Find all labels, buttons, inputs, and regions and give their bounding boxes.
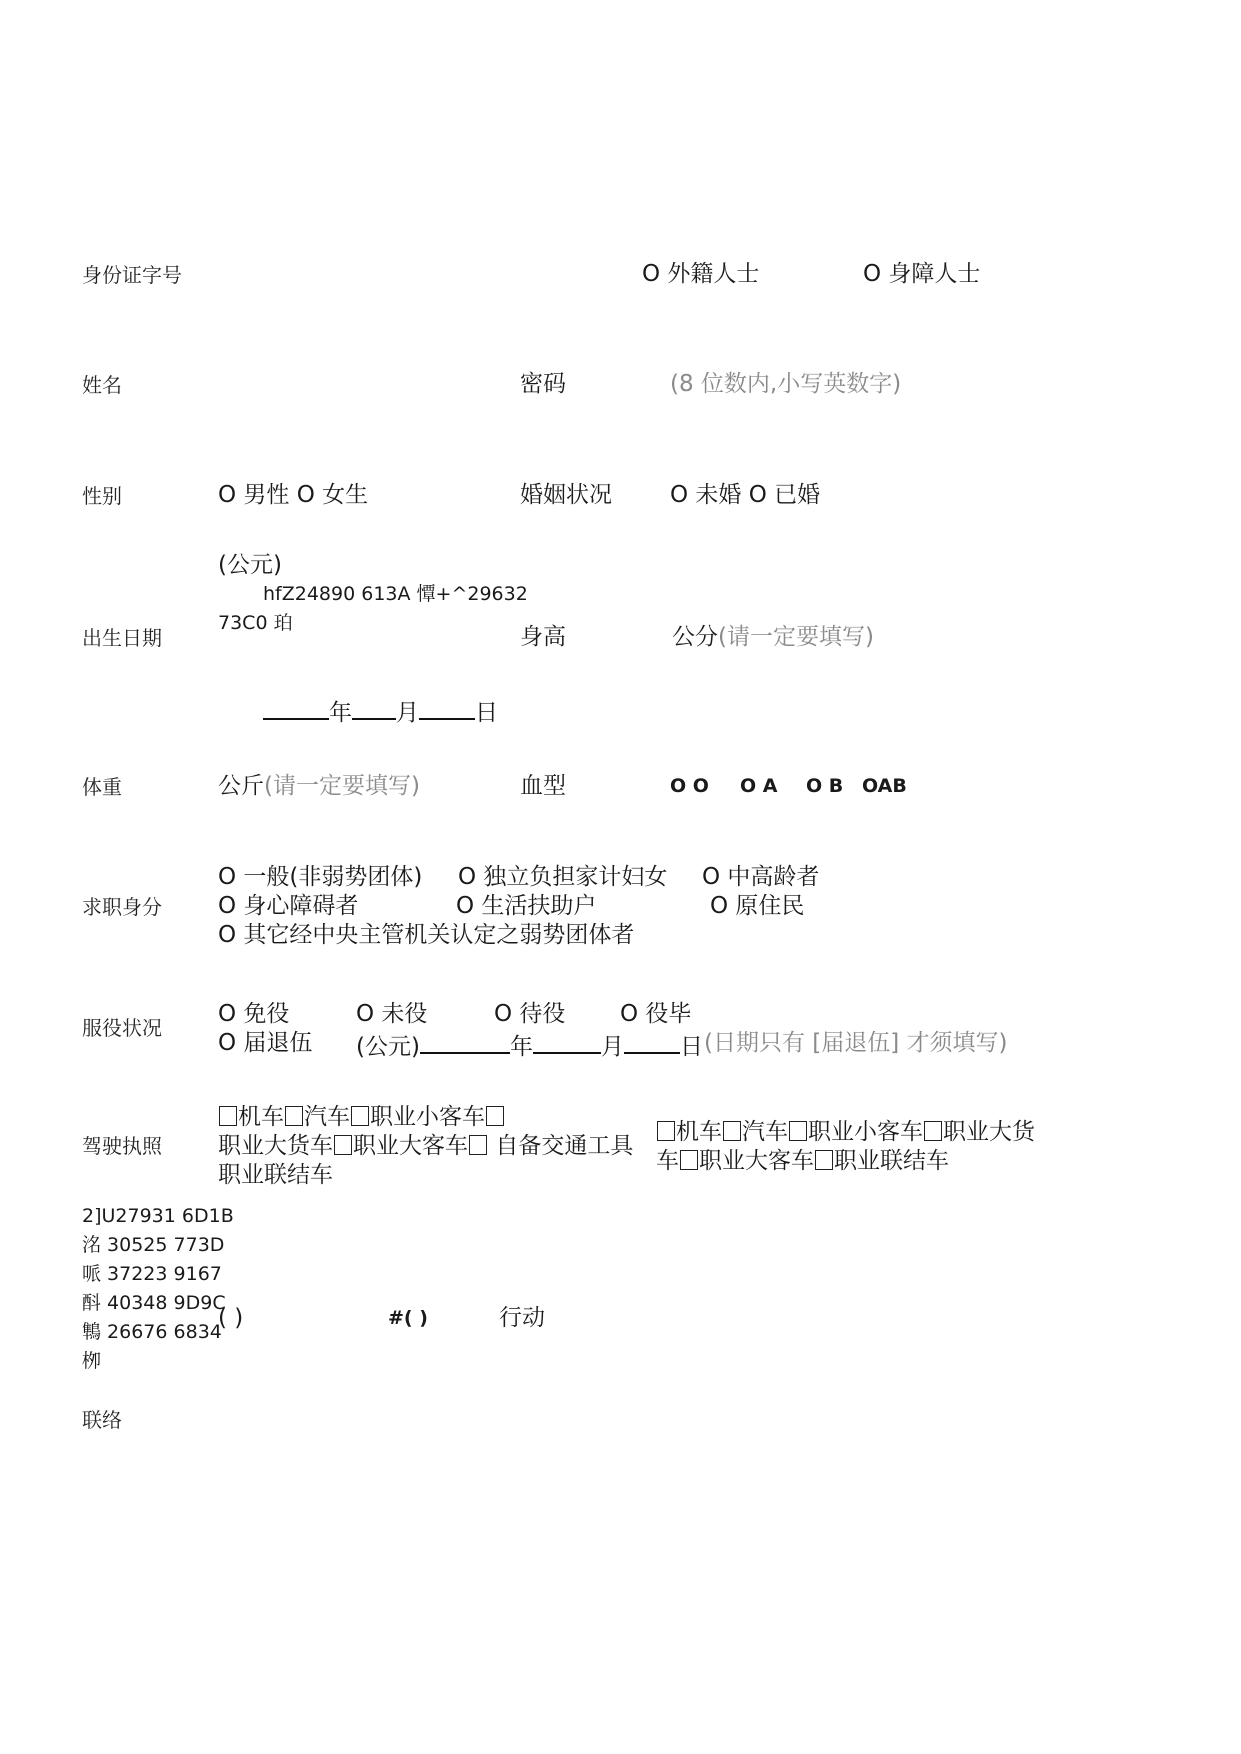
status-senior[interactable]: O 中高龄者 (702, 864, 820, 890)
military-exempt[interactable]: O 免役 (218, 1001, 290, 1027)
code-line: 哌 37223 9167 (82, 1263, 222, 1285)
weight-field[interactable] (218, 775, 420, 798)
gender-options[interactable]: O 男性 O 女生 (218, 482, 369, 508)
license-left-line1[interactable] (218, 1106, 505, 1129)
status-disabled[interactable]: O 身心障碍者 (218, 893, 359, 919)
retire-era: (公元) (356, 1034, 420, 1060)
retire-year-unit: 年 (509, 1034, 533, 1060)
extension-field[interactable]: #( ) (388, 1307, 428, 1329)
birth-month-blank[interactable] (352, 698, 396, 720)
checkbox-icon[interactable] (486, 1106, 504, 1126)
license-left-pro-bus: 职业大客车 (353, 1133, 468, 1159)
retire-month-blank[interactable] (533, 1032, 601, 1054)
birth-date-field[interactable] (263, 698, 498, 725)
disabled-radio[interactable]: O 身障人士 (863, 261, 981, 287)
area-code-field[interactable]: ( ) (218, 1305, 244, 1331)
gender-label: 性别 (82, 484, 122, 508)
foreigner-radio[interactable]: O 外籍人士 (642, 261, 760, 287)
license-right-pro-trailer: 职业联结车 (834, 1148, 949, 1174)
status-general[interactable]: O 一般(非弱势团体) (218, 864, 423, 890)
birth-date-label: 出生日期 (82, 626, 162, 650)
code-line: 2]U27931 6D1B (82, 1205, 234, 1227)
license-right-pro-truck: 职业大货 (943, 1119, 1035, 1145)
code-line: 洺 30525 773D (82, 1234, 225, 1256)
status-single-mother[interactable]: O 独立负担家计妇女 (458, 864, 668, 890)
checkbox-icon[interactable] (789, 1121, 807, 1141)
license-left-line2[interactable] (218, 1135, 633, 1158)
checkbox-icon[interactable] (723, 1121, 741, 1141)
weight-hint: (请一定要填写) (264, 773, 420, 799)
license-left-pro-sedan: 职业小客车 (370, 1104, 485, 1130)
height-label: 身高 (520, 624, 566, 650)
name-label: 姓名 (82, 373, 122, 397)
id-number-label: 身份证字号 (82, 263, 182, 287)
height-hint: (请一定要填写) (718, 624, 874, 650)
code-line: 栁 (82, 1350, 102, 1372)
checkbox-icon[interactable] (219, 1106, 237, 1126)
contact-label: 联络 (82, 1408, 122, 1432)
checkbox-icon[interactable] (285, 1106, 303, 1126)
birth-year-unit: 年 (329, 700, 352, 726)
license-left-pro-truck: 职业大货车 (218, 1133, 333, 1159)
code-line: 鶽 26676 6834 (82, 1321, 222, 1343)
weight-unit: 公斤 (218, 773, 264, 799)
birth-day-blank[interactable] (419, 698, 475, 720)
height-unit: 公分 (672, 624, 718, 650)
license-right-motorcycle: 机车 (676, 1119, 722, 1145)
checkbox-icon[interactable] (924, 1121, 942, 1141)
status-welfare[interactable]: O 生活扶助户 (456, 893, 597, 919)
birth-code-line2: 73C0 珀 (218, 612, 293, 634)
military-label: 服役状况 (82, 1016, 162, 1040)
birth-year-blank[interactable] (263, 698, 329, 720)
status-other[interactable]: O 其它经中央主管机关认定之弱势团体者 (218, 922, 635, 948)
code-line: 酙 40348 9D9C (82, 1292, 226, 1314)
military-completed[interactable]: O 役毕 (620, 1001, 692, 1027)
marital-options[interactable]: O 未婚 O 已婚 (670, 482, 821, 508)
job-status-label: 求职身分 (82, 895, 162, 919)
password-label: 密码 (520, 371, 566, 397)
checkbox-icon[interactable] (680, 1150, 698, 1170)
blood-type-o[interactable]: O O (670, 775, 709, 797)
retire-day-blank[interactable] (624, 1032, 680, 1054)
checkbox-icon[interactable] (469, 1135, 487, 1155)
blood-type-ab[interactable]: OAB (862, 775, 907, 797)
retire-date-field[interactable] (356, 1032, 703, 1059)
license-right-line2[interactable] (656, 1150, 949, 1173)
license-left-own-vehicle: 自备交通工具 (495, 1133, 634, 1159)
checkbox-icon[interactable] (334, 1135, 352, 1155)
license-right-line1[interactable] (656, 1121, 1035, 1144)
license-left-motorcycle: 机车 (238, 1104, 284, 1130)
mobile-label: 行动 (499, 1305, 545, 1331)
retire-month-unit: 月 (600, 1034, 624, 1060)
license-right-pro-bus: 职业大客车 (699, 1148, 814, 1174)
retire-day-unit: 日 (679, 1034, 703, 1060)
military-retiring[interactable]: O 届退伍 (218, 1030, 313, 1056)
weight-label: 体重 (82, 775, 122, 799)
license-right-truck-tail: 车 (656, 1148, 679, 1174)
checkbox-icon[interactable] (815, 1150, 833, 1170)
birth-code-line1: hfZ24890 613A 憛+^29632 (263, 583, 528, 605)
birth-day-unit: 日 (475, 700, 498, 726)
birth-month-unit: 月 (396, 700, 419, 726)
birth-era: (公元) (218, 552, 282, 578)
license-right-pro-sedan: 职业小客车 (808, 1119, 923, 1145)
retire-year-blank[interactable] (420, 1032, 510, 1054)
blood-type-b[interactable]: O B (806, 775, 844, 797)
military-pending[interactable]: O 待役 (494, 1001, 566, 1027)
marital-label: 婚姻状况 (520, 482, 612, 508)
blood-type-label: 血型 (520, 773, 566, 799)
driver-license-label: 驾驶执照 (82, 1134, 162, 1158)
blood-type-a[interactable]: O A (740, 775, 778, 797)
license-left-car: 汽车 (304, 1104, 350, 1130)
password-hint: (8 位数内,小写英数字) (670, 371, 902, 397)
license-left-pro-trailer: 职业联结车 (218, 1162, 333, 1188)
military-not-served[interactable]: O 未役 (356, 1001, 428, 1027)
checkbox-icon[interactable] (351, 1106, 369, 1126)
checkbox-icon[interactable] (657, 1121, 675, 1141)
retire-date-hint: (日期只有 [届退伍] 才须填写) (704, 1030, 1008, 1056)
status-indigenous[interactable]: O 原住民 (710, 893, 805, 919)
license-right-car: 汽车 (742, 1119, 788, 1145)
height-field[interactable] (672, 626, 874, 649)
